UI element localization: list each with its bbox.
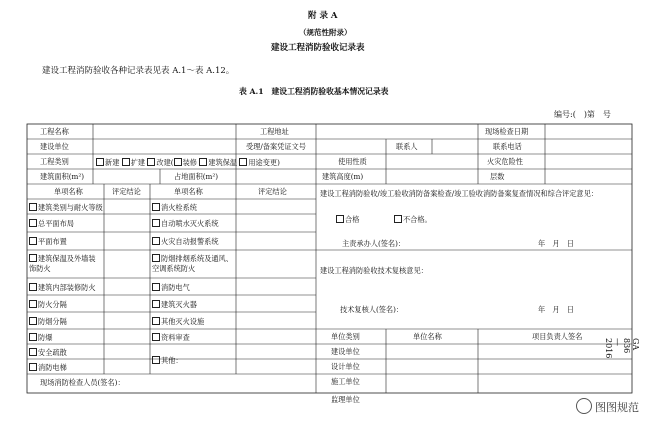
- host-sign-date: 年 月 日: [538, 239, 574, 248]
- checkbox[interactable]: [152, 219, 160, 227]
- intro-text: 建设工程消防验收各种记录表见表 A.1～表 A.12。: [42, 66, 235, 76]
- checkbox[interactable]: [152, 300, 160, 308]
- opinion-options: 合格 不合格。: [336, 215, 432, 223]
- host-sign-label: 主责承办人(签名)：: [342, 239, 406, 248]
- label-acceptance-no: 受理/备案凭证文号: [246, 142, 306, 151]
- checkbox-decoration[interactable]: [174, 158, 182, 166]
- col-item-name-left: 单项名称: [54, 187, 83, 196]
- checkbox[interactable]: [152, 283, 160, 291]
- checkbox[interactable]: [152, 333, 160, 341]
- checkbox-qualified[interactable]: [336, 215, 344, 223]
- item-left-8: 防爆: [29, 333, 52, 341]
- item-left-3: 平面布置: [29, 237, 67, 245]
- col-eval-right: 评定结论: [258, 187, 287, 196]
- checkbox[interactable]: [29, 317, 37, 325]
- label-contact: 联系人: [396, 142, 418, 151]
- serial-number: 编号:( )第 号: [554, 110, 611, 119]
- col-unit-name: 单位名称: [413, 332, 442, 341]
- normative-label: （规范性附录）: [299, 28, 352, 37]
- label-use-nature: 使用性质: [338, 157, 367, 166]
- wechat-icon: [576, 398, 592, 414]
- item-right-8: 资料审查: [152, 333, 190, 341]
- item-right-5: 消防电气: [152, 283, 190, 291]
- item-left-9: 安全疏散: [29, 348, 67, 356]
- checkbox[interactable]: [29, 219, 37, 227]
- col-item-name-right: 单项名称: [174, 187, 203, 196]
- unit-supervisor: 监理单位: [331, 395, 360, 404]
- label-category: 工程类别: [40, 157, 69, 166]
- checkbox[interactable]: [152, 254, 160, 262]
- label-phone: 联系电话: [493, 142, 522, 151]
- checkbox-unqualified[interactable]: [394, 215, 402, 223]
- category-options: 新建 扩建 改建( 装修 建筑保温 用途变更): [96, 158, 280, 166]
- checkbox-rebuild[interactable]: [147, 158, 155, 166]
- label-inspection-date: 现场检查日期: [485, 127, 529, 136]
- document-title: 建设工程消防验收记录表: [271, 43, 365, 53]
- standard-code: GA 836—2016: [604, 338, 640, 359]
- col-unit-type: 单位类别: [331, 332, 360, 341]
- label-project-address: 工程地址: [260, 127, 289, 136]
- tech-review-label: 建设工程消防验收技术复核意见：: [320, 266, 428, 275]
- checkbox[interactable]: [152, 356, 160, 364]
- checkbox-expand[interactable]: [122, 158, 130, 166]
- item-right-9: 其他：: [152, 356, 183, 364]
- checkbox[interactable]: [29, 283, 37, 291]
- item-right-1: 消火栓系统: [152, 203, 197, 211]
- checkbox[interactable]: [29, 254, 37, 262]
- appendix-heading: 附 录 A: [308, 11, 338, 21]
- item-left-2: 总平面布局: [29, 219, 74, 227]
- label-building-height: 建筑高度(m): [322, 172, 364, 181]
- item-left-1: 建筑类别与耐火等级: [29, 203, 103, 211]
- item-right-2: 自动喷水灭火系统: [152, 219, 219, 227]
- checkbox[interactable]: [29, 333, 37, 341]
- checkbox-insulation[interactable]: [199, 158, 207, 166]
- item-right-6: 建筑灭火器: [152, 300, 197, 308]
- tech-sign-date: 年 月 日: [538, 305, 574, 314]
- checkbox[interactable]: [152, 237, 160, 245]
- label-land-area: 占地面积(m²): [174, 172, 219, 181]
- label-project-name: 工程名称: [40, 127, 69, 136]
- checkbox[interactable]: [29, 348, 37, 356]
- item-right-3: 火灾自动报警系统: [152, 237, 219, 245]
- label-floors: 层数: [490, 172, 505, 181]
- unit-builder: 建设单位: [331, 347, 360, 356]
- checkbox[interactable]: [29, 363, 37, 371]
- item-left-10: 消防电梯: [29, 363, 67, 371]
- watermark: 图图规范: [576, 398, 639, 415]
- col-project-lead: 项目负责人签名: [532, 332, 583, 341]
- table-title: 表 A.1 建设工程消防验收基本情况记录表: [239, 87, 389, 96]
- label-builder: 建设单位: [40, 142, 69, 151]
- checkbox[interactable]: [29, 203, 37, 211]
- label-building-area: 建筑面积(m²): [40, 172, 85, 181]
- unit-designer: 设计单位: [331, 362, 360, 371]
- checkbox[interactable]: [29, 300, 37, 308]
- checkbox-use-change[interactable]: [239, 158, 247, 166]
- item-left-6: 防火分隔: [29, 300, 67, 308]
- unit-constructor: 施工单位: [331, 377, 360, 386]
- item-left-4: 建筑保温及外墙装饰防火: [29, 254, 96, 273]
- checkbox-new[interactable]: [96, 158, 104, 166]
- checkbox[interactable]: [29, 237, 37, 245]
- item-right-4: 防烟排烟系统及通风、空调系统防火: [152, 254, 233, 273]
- label-fire-risk: 火灾危险性: [487, 157, 523, 166]
- inspectors-label: 现场消防检查人员(签名)：: [40, 378, 125, 387]
- opinion-title: 建设工程消防验收/竣工验收消防备案检查/竣工验收消防备案复查情况和综合评定意见：: [320, 189, 598, 198]
- item-left-5: 建筑内部装修防火: [29, 283, 96, 291]
- tech-sign-label: 技术复核人(签名)：: [340, 305, 404, 314]
- item-right-7: 其他灭火设施: [152, 317, 204, 325]
- checkbox[interactable]: [152, 317, 160, 325]
- checkbox[interactable]: [152, 203, 160, 211]
- col-eval-left: 评定结论: [112, 187, 141, 196]
- item-left-7: 防烟分隔: [29, 317, 67, 325]
